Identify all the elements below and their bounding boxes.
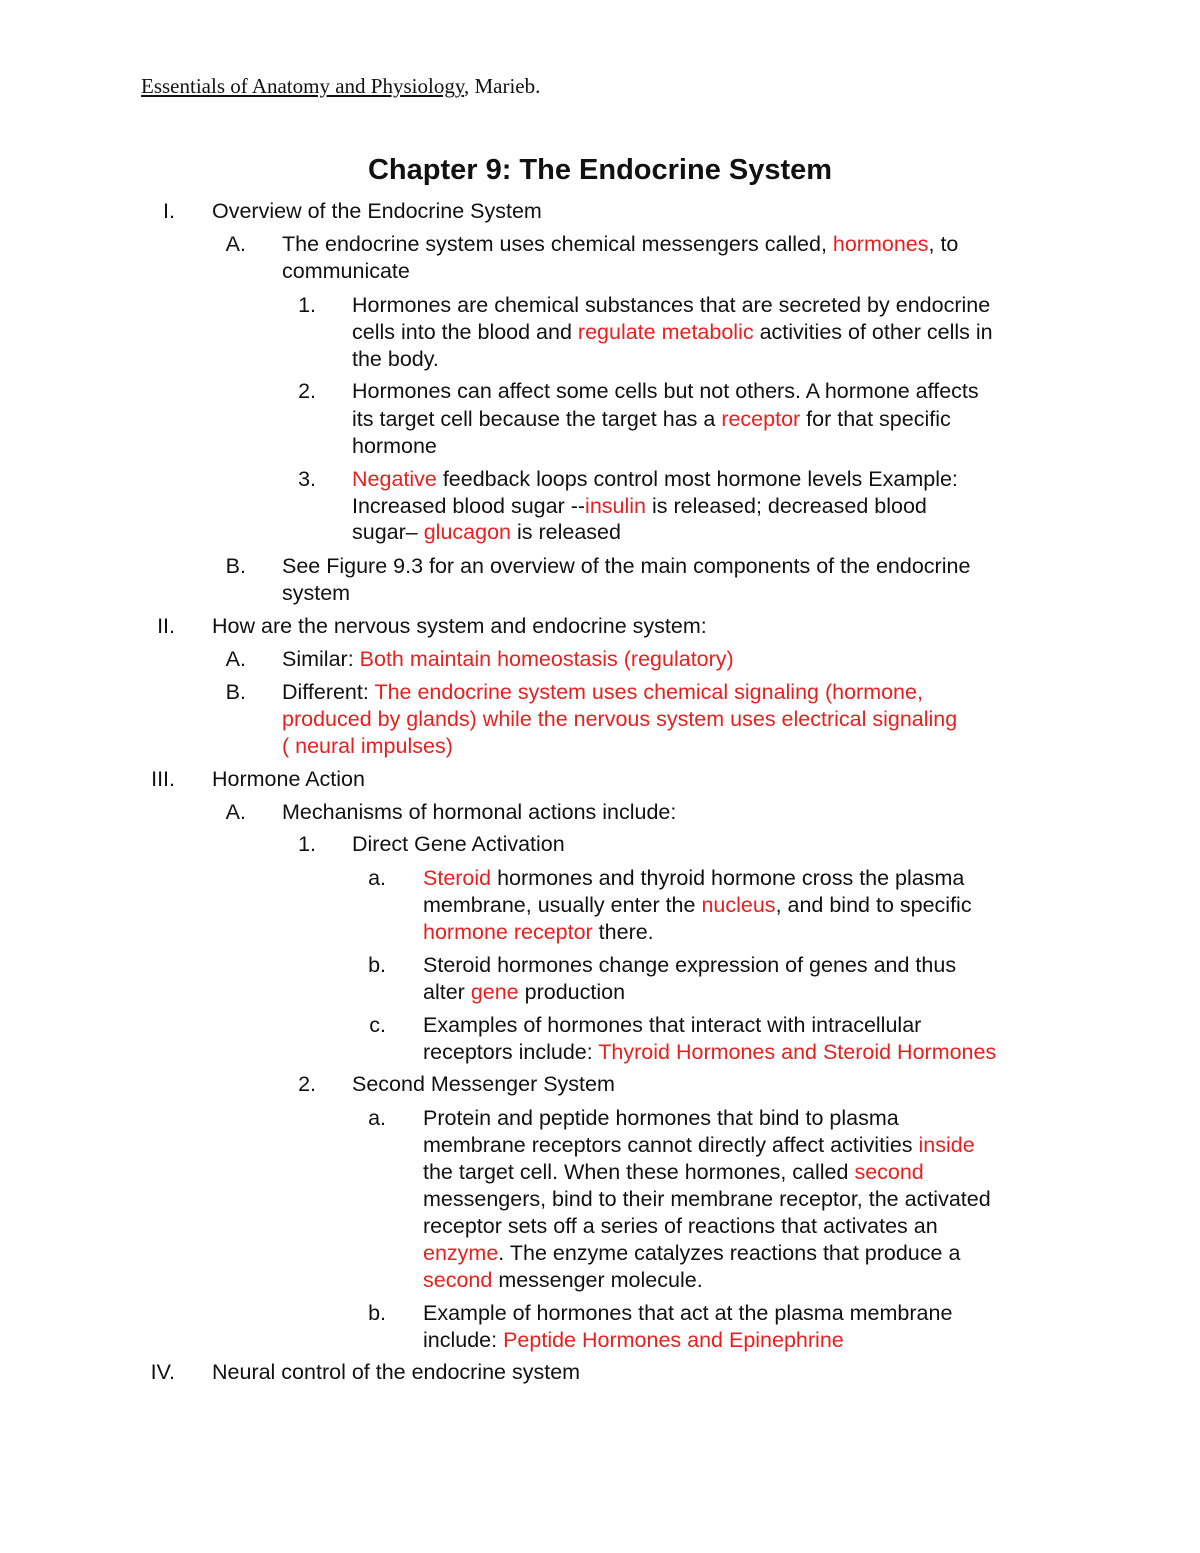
outline-marker: b. [368,953,386,977]
highlight-term: hormones [832,232,929,256]
outline-text: the body. [352,347,439,371]
highlight-term: inside [918,1133,975,1157]
highlight-term: Thyroid Hormones and Steroid Hormones [598,1040,997,1064]
outline-marker: I. [163,199,175,223]
outline-text [423,892,972,919]
highlight-term: nucleus [701,893,776,917]
document-header [141,74,540,99]
highlight-term: receptor [721,407,801,431]
outline-text: receptor sets off a series of reactions that activates an [423,1214,938,1238]
outline-text [423,1159,924,1186]
outline-marker: II. [157,614,175,638]
text-run: is released; decreased blood [646,494,927,518]
highlight-term: Both maintain homeostasis (regulatory) [359,647,734,671]
outline-marker: 3. [298,467,316,491]
outline-marker: a. [368,1106,386,1130]
highlight-term: hormone receptor [423,920,593,944]
text-run: Increased blood sugar -- [352,494,586,518]
chapter-title: Chapter 9: The Endocrine System [367,154,833,186]
outline-marker: III. [151,767,175,791]
text-run: Similar: [282,647,360,671]
highlight-term: Peptide Hormones and Epinephrine [503,1328,844,1352]
outline-text: Direct Gene Activation [352,832,565,856]
highlight-term: second [854,1160,924,1184]
outline-text [352,319,993,346]
highlight-term: enzyme [423,1241,499,1265]
outline-text: Protein and peptide hormones that bind to plasma [423,1106,899,1130]
text-run: sugar– [352,520,424,544]
outline-text [423,1132,975,1159]
highlight-term: gene [470,980,519,1004]
text-run: alter [423,980,471,1004]
text-run: , and bind to specific [775,893,972,917]
text-run: membrane receptors cannot directly affect activities [423,1133,919,1157]
outline-text [423,1039,996,1066]
text-run: production [518,980,626,1004]
highlight-term: second [423,1268,493,1292]
outline-text: Mechanisms of hormonal actions include: [282,800,677,824]
highlight-term: Negative [352,467,437,491]
highlight-term: insulin [585,494,646,518]
outline-marker: A. [225,232,246,256]
outline-text [352,466,958,493]
outline-text: See Figure 9.3 for an overview of the main components of the endocrine [282,554,971,578]
outline-text [423,919,654,946]
outline-text [352,406,951,433]
outline-text: Hormones are chemical substances that are secreted by endocrine [352,293,991,317]
outline-text [423,1327,844,1354]
outline-marker: A. [225,647,246,671]
outline-text: Examples of hormones that interact with intracellular [423,1013,922,1037]
text-run: Different: [282,680,375,704]
outline-marker: A. [225,800,246,824]
text-run: include: [423,1328,504,1352]
outline-text [423,1240,960,1267]
outline-marker: c. [369,1013,386,1037]
highlight-term: glucagon [423,520,511,544]
text-run: The endocrine system uses chemical messengers called, [282,232,833,256]
highlight-term: regulate metabolic [577,320,754,344]
outline-marker: B. [225,680,246,704]
outline-marker: 1. [298,293,316,317]
outline-text [423,865,964,892]
highlight-term: Steroid [423,866,492,890]
text-run: there. [592,920,654,944]
text-run: its target cell because the target has a [352,407,722,431]
highlight-term: produced by glands) while the nervous system uses electrical signaling [282,707,958,731]
section-heading: Neural control of the endocrine system [212,1360,581,1384]
outline-marker: B. [225,554,246,578]
outline-marker: 2. [298,379,316,403]
outline-marker: IV. [150,1360,175,1384]
text-run: membrane, usually enter the [423,893,702,917]
outline-text: Second Messenger System [352,1072,615,1096]
text-run: feedback loops control most hormone levels Example: [436,467,958,491]
highlight-term: ( neural impulses) [282,734,453,758]
highlight-term: The endocrine system uses chemical signaling (hormone, [374,680,923,704]
outline-marker: 2. [298,1072,316,1096]
outline-marker: b. [368,1301,386,1325]
outline-text [423,1267,703,1294]
text-run: hormones and thyroid hormone cross the plasma [491,866,965,890]
text-run: . The enzyme catalyzes reactions that produce a [498,1241,961,1265]
outline-marker: 1. [298,832,316,856]
outline-marker: a. [368,866,386,890]
text-run: activities of other cells in [753,320,993,344]
outline-text: Steroid hormones change expression of genes and thus [423,953,957,977]
text-run: for that specific [800,407,951,431]
outline-text: messengers, bind to their membrane receptor, the activated [423,1187,991,1211]
text-run: messenger molecule. [492,1268,703,1292]
outline-text: Hormones can affect some cells but not others. A hormone affects [352,379,979,403]
outline-text [352,493,927,520]
text-run: , to [928,232,959,256]
outline-text: hormone [352,434,437,458]
text-run: is released [511,520,621,544]
outline-text [282,231,958,258]
text-run: cells into the blood and [352,320,578,344]
outline-text: communicate [282,259,410,283]
text-run: receptors include: [423,1040,599,1064]
outline-text [352,519,621,546]
outline-text: system [282,581,351,605]
outline-text [423,979,625,1006]
book-title: Essentials of Anatomy and Physiology [141,74,464,98]
section-heading: How are the nervous system and endocrine system: [212,614,707,638]
section-heading: Hormone Action [212,767,365,791]
outline-text [282,646,734,673]
text-run: the target cell. When these hormones, called [423,1160,855,1184]
author-name: , Marieb. [463,74,541,98]
outline-text [282,679,923,706]
section-heading: Overview of the Endocrine System [212,199,542,223]
outline-text: Example of hormones that act at the plasma membrane [423,1301,953,1325]
